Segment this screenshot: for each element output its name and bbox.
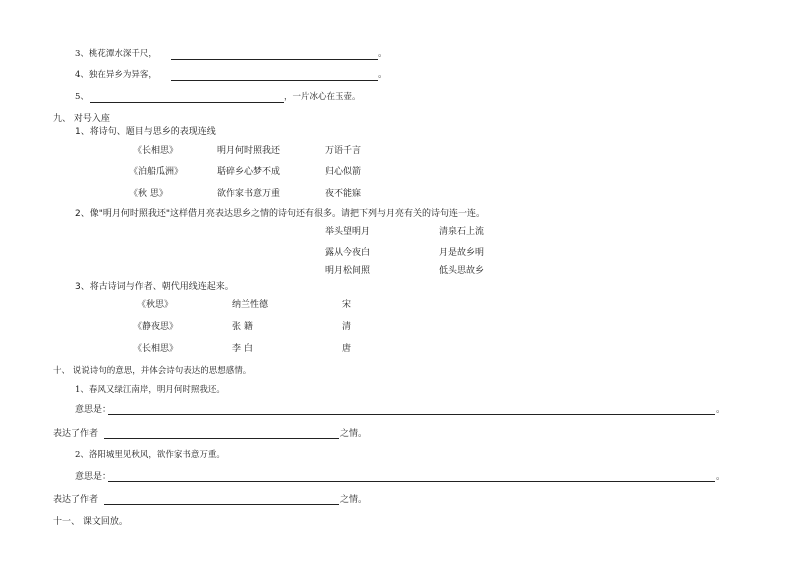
s9-q1-poem-2: 《泊船瓜洲》 — [129, 167, 184, 177]
s8-q3-end: 。 — [378, 49, 388, 59]
s8-q4-text: 4、独在异乡为异客， — [75, 70, 157, 80]
s9-q3-dynasty-1: 宋 — [342, 300, 352, 310]
s8-q5-tail: ，一片冰心在玉壶。 — [284, 92, 361, 102]
s9-q1-feel-1: 万语千言 — [325, 146, 362, 156]
s10-title: 十、 说说诗句的意思，并体会诗句表达的思想感情。 — [53, 366, 252, 376]
s8-q3-text: 3、桃花潭水深千尺， — [75, 49, 157, 59]
s10-q1-line: 1、春风又绿江南岸，明月何时照我还。 — [75, 385, 225, 395]
s10-q1-meaning-label: 意思是： — [75, 405, 112, 415]
s8-q3-blank[interactable] — [171, 59, 378, 60]
s10-q2-line: 2、洛阳城里见秋风，欲作家书意万重。 — [75, 450, 225, 460]
s10-q2-expr-end: 之情。 — [340, 495, 368, 505]
s10-q1-expr-blank[interactable] — [104, 438, 339, 439]
s10-q1-meaning-end: 。 — [716, 405, 726, 415]
s10-q2-meaning-label: 意思是： — [75, 472, 112, 482]
s9-q2-left-1: 举头望明月 — [325, 227, 371, 237]
s9-q3-poem-1: 《秋思》 — [137, 300, 174, 310]
s10-q2-meaning-blank[interactable] — [108, 481, 715, 482]
s9-q3-dynasty-2: 清 — [342, 322, 352, 332]
s8-q5-num: 5、 — [75, 92, 89, 102]
s8-q5-blank[interactable] — [90, 102, 284, 103]
s9-q2-left-3: 明月松间照 — [325, 266, 371, 276]
s8-q4-blank[interactable] — [171, 80, 378, 81]
s10-q1-expr-label: 表达了作者 — [53, 429, 99, 439]
s9-q3-author-1: 纳兰性德 — [232, 300, 269, 310]
s11-title: 十一、 课文回放。 — [53, 517, 128, 527]
s9-q1-feel-2: 归心似箭 — [325, 167, 362, 177]
s9-q3-author-3: 李 白 — [232, 344, 253, 354]
s9-q1-line-2: 聒碎乡心梦不成 — [217, 167, 281, 177]
s9-q1-poem-3: 《秋 思》 — [129, 189, 168, 199]
s9-q1-feel-3: 夜不能寐 — [325, 189, 362, 199]
s9-q2-left-2: 露从今夜白 — [325, 248, 371, 258]
s10-q2-expr-blank[interactable] — [104, 504, 339, 505]
s9-q2-label: 2、像"明月何时照我还"这样借月亮表达思乡之情的诗句还有很多。请把下列与月亮有关的诗句连一连。 — [75, 209, 486, 219]
s9-title: 九、 对号入座 — [53, 114, 110, 124]
s9-q3-label: 3、将古诗词与作者、朝代用线连起来。 — [75, 282, 234, 292]
s9-q2-right-2: 月是故乡明 — [439, 248, 485, 258]
s9-q1-line-1: 明月何时照我还 — [217, 146, 281, 156]
s9-q2-right-3: 低头思故乡 — [439, 266, 485, 276]
s9-q1-line-3: 欲作家书意万重 — [217, 189, 281, 199]
s9-q3-author-2: 张 籍 — [232, 322, 253, 332]
s10-q1-meaning-blank[interactable] — [108, 414, 715, 415]
s10-q2-expr-label: 表达了作者 — [53, 495, 99, 505]
s9-q1-poem-1: 《长相思》 — [133, 146, 179, 156]
s9-q2-right-1: 清泉石上流 — [439, 227, 485, 237]
s9-q1-label: 1、将诗句、题目与思乡的表现连线 — [75, 127, 216, 137]
s9-q3-dynasty-3: 唐 — [342, 344, 352, 354]
s8-q4-end: 。 — [378, 70, 388, 80]
s9-q3-poem-3: 《长相思》 — [133, 344, 179, 354]
s10-q1-expr-end: 之情。 — [340, 429, 368, 439]
s10-q2-meaning-end: 。 — [716, 472, 726, 482]
s9-q3-poem-2: 《静夜思》 — [133, 322, 179, 332]
